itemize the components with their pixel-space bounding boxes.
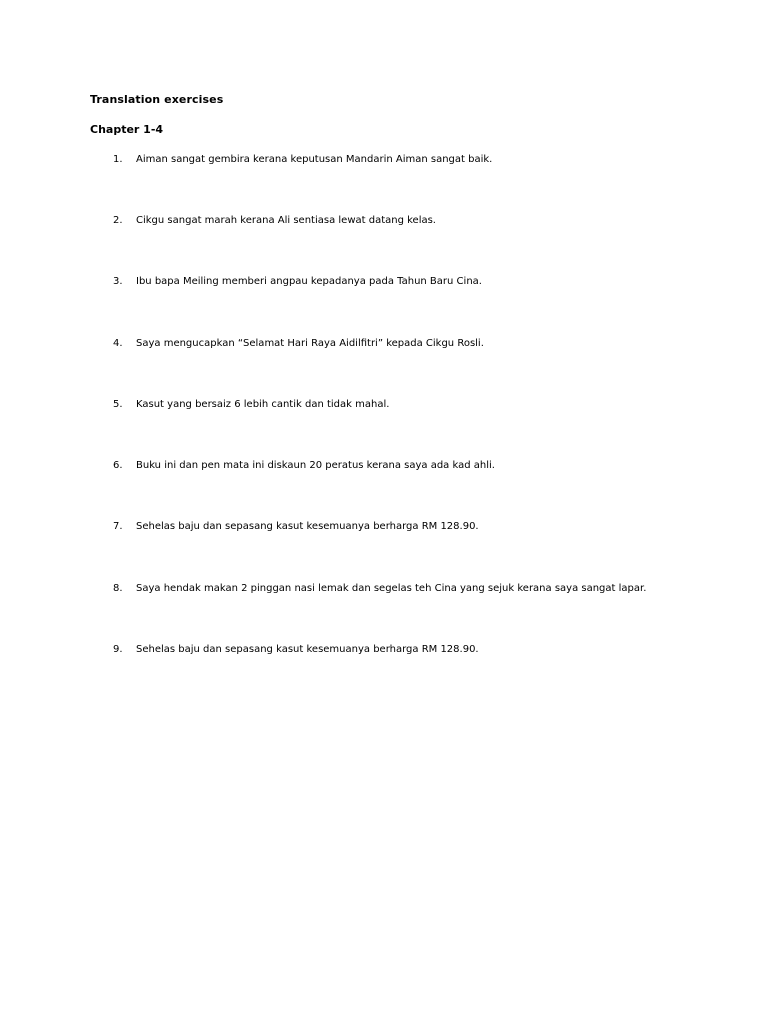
item-text: Kasut yang bersaiz 6 lebih cantik dan tidak mahal. (136, 399, 390, 410)
item-text: Buku ini dan pen mata ini diskaun 20 peratus kerana saya ada kad ahli. (136, 460, 495, 471)
item-number: 5. (113, 399, 123, 410)
item-text: Sehelas baju dan sepasang kasut kesemuanya berharga RM 128.90. (136, 644, 479, 655)
item-text: Cikgu sangat marah kerana Ali sentiasa lewat datang kelas. (136, 215, 436, 226)
item-number: 7. (113, 521, 123, 532)
document-title: Translation exercises (90, 93, 224, 106)
item-number: 8. (113, 583, 123, 594)
item-text: Aiman sangat gembira kerana keputusan Mandarin Aiman sangat baik. (136, 154, 493, 165)
item-text: Sehelas baju dan sepasang kasut kesemuanya berharga RM 128.90. (136, 521, 479, 532)
item-number: 4. (113, 338, 123, 349)
exercise-item (0, 276, 768, 292)
item-number: 3. (113, 276, 123, 287)
item-number: 9. (113, 644, 123, 655)
item-text: Ibu bapa Meiling memberi angpau kepadanya pada Tahun Baru Cina. (136, 276, 482, 287)
exercise-item (0, 583, 768, 599)
exercise-item (0, 644, 768, 660)
exercise-item (0, 399, 768, 415)
chapter-heading: Chapter 1-4 (90, 123, 164, 136)
exercise-item (0, 338, 768, 354)
exercise-item (0, 154, 768, 170)
exercise-item (0, 460, 768, 476)
item-number: 2. (113, 215, 123, 226)
exercise-item (0, 215, 768, 231)
exercise-item (0, 521, 768, 537)
item-number: 6. (113, 460, 123, 471)
item-text: Saya mengucapkan “Selamat Hari Raya Aidilfitri” kepada Cikgu Rosli. (136, 338, 484, 349)
item-text: Saya hendak makan 2 pinggan nasi lemak dan segelas teh Cina yang sejuk kerana saya sangat lapar. (136, 583, 647, 594)
item-number: 1. (113, 154, 123, 165)
